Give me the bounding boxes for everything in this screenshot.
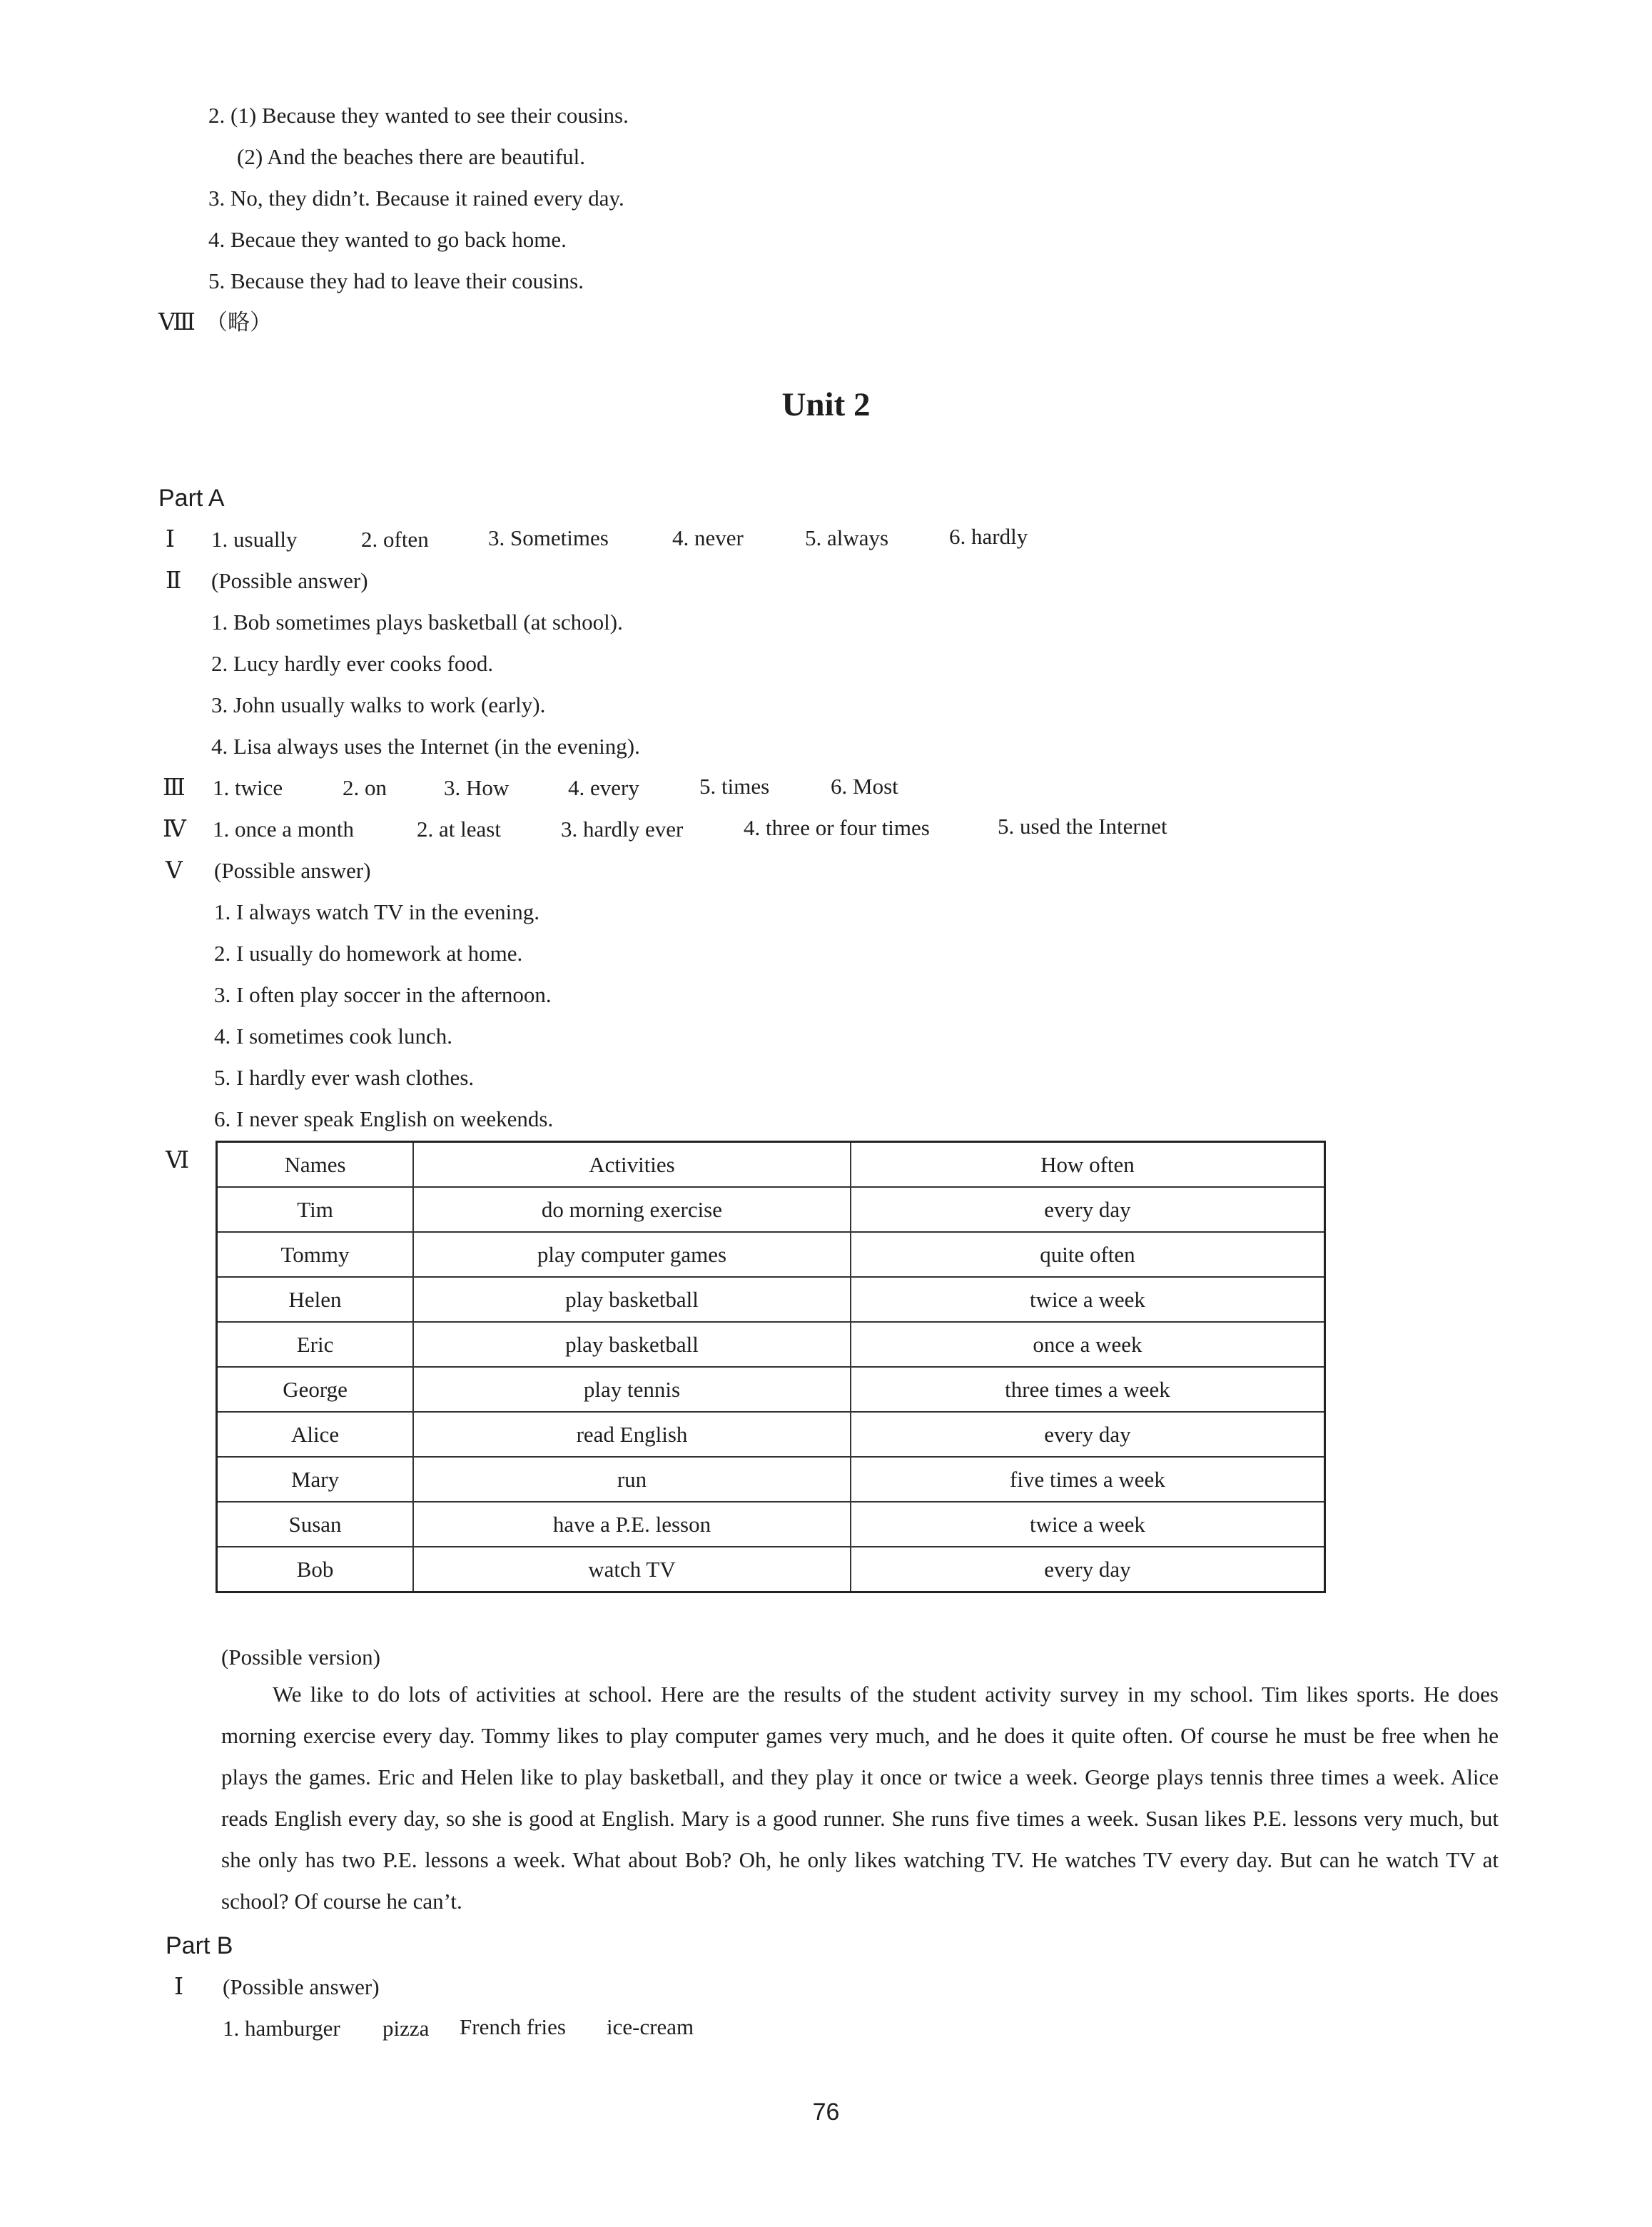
table-row: [217, 1322, 1325, 1367]
answer-item: pizza: [382, 2016, 430, 2041]
frequency-cell: quite often: [851, 1232, 1325, 1277]
name-cell: Mary: [217, 1457, 414, 1502]
section-numeral: Ⅱ: [166, 568, 182, 594]
table-row: [217, 1277, 1325, 1322]
answer-item: 3. How: [444, 775, 510, 800]
answer-item: 1. usually: [211, 527, 298, 552]
name-cell: Helen: [217, 1277, 414, 1322]
activity-cell: run: [413, 1457, 851, 1502]
answer-item: 1. once a month: [213, 817, 355, 842]
answer-item: French fries: [460, 2014, 566, 2039]
activity-cell: read English: [413, 1412, 851, 1457]
activity-cell: play basketball: [413, 1277, 851, 1322]
table-row: [217, 1187, 1325, 1232]
answer-line: 2. Lucy hardly ever cooks food.: [211, 651, 494, 676]
answer-line: 2. I usually do homework at home.: [214, 941, 523, 966]
table-row: [217, 1547, 1325, 1592]
activity-cell: play basketball: [413, 1322, 851, 1367]
answer-item: 4. never: [672, 525, 744, 550]
activity-cell: play tennis: [413, 1367, 851, 1412]
answer-item: 3. hardly ever: [561, 817, 684, 842]
answer-line: 5. Because they had to leave their cousins.: [208, 268, 584, 293]
answer-line: 4. Becaue they wanted to go back home.: [208, 227, 567, 252]
possible-answer-heading: (Possible answer): [223, 1974, 380, 1999]
table-row: [217, 1457, 1325, 1502]
table-row: [217, 1502, 1325, 1547]
answer-item: 2. on: [343, 775, 387, 800]
activity-cell: have a P.E. lesson: [413, 1502, 851, 1547]
answer-line: 3. No, they didn’t. Because it rained every day.: [208, 186, 624, 211]
answer-item: 3. Sometimes: [488, 525, 609, 550]
unit-title: Unit 2: [781, 386, 871, 423]
name-cell: Eric: [217, 1322, 414, 1367]
section-numeral: Ⅰ: [174, 1974, 184, 2000]
answer-line: (2) And the beaches there are beautiful.: [237, 144, 586, 169]
column-header: Names: [217, 1142, 414, 1188]
answer-item: 4. three or four times: [744, 815, 930, 840]
activity-survey-table: [216, 1141, 1326, 1593]
survey-summary-paragraph: [221, 1674, 1499, 1922]
answer-line: 1. Bob sometimes plays basketball (at school).: [211, 610, 623, 635]
frequency-cell: every day: [851, 1547, 1325, 1592]
activity-cell: do morning exercise: [413, 1187, 851, 1232]
section-numeral: Ⅷ: [158, 310, 196, 335]
table-header-row: [217, 1142, 1325, 1188]
name-cell: Tommy: [217, 1232, 414, 1277]
frequency-cell: twice a week: [851, 1502, 1325, 1547]
answer-item: 6. hardly: [949, 524, 1028, 549]
answer-item: 2. often: [361, 527, 429, 552]
answer-item: 4. every: [568, 775, 639, 800]
answer-item: 6. Most: [831, 774, 898, 799]
name-cell: Alice: [217, 1412, 414, 1457]
answer-item: ice-cream: [607, 2014, 694, 2039]
activity-cell: watch TV: [413, 1547, 851, 1592]
page-number: 76: [812, 2099, 840, 2126]
column-header: How often: [851, 1142, 1325, 1188]
table-row: [217, 1367, 1325, 1412]
activity-cell: play computer games: [413, 1232, 851, 1277]
answer-line: 4. I sometimes cook lunch.: [214, 1024, 453, 1049]
answer-line: 3. I often play soccer in the afternoon.: [214, 982, 552, 1007]
possible-version-heading: (Possible version): [221, 1645, 381, 1670]
answer-line: 6. I never speak English on weekends.: [214, 1106, 554, 1131]
table-row: [217, 1232, 1325, 1277]
section-numeral: Ⅵ: [166, 1148, 190, 1173]
frequency-cell: every day: [851, 1412, 1325, 1457]
answer-line: 5. I hardly ever wash clothes.: [214, 1065, 475, 1090]
table-row: [217, 1412, 1325, 1457]
answer-item: 5. times: [699, 774, 770, 799]
answer-line: 2. (1) Because they wanted to see their cousins.: [208, 103, 629, 128]
frequency-cell: every day: [851, 1187, 1325, 1232]
name-cell: Tim: [217, 1187, 414, 1232]
omitted-note: （略）: [206, 310, 272, 335]
name-cell: Bob: [217, 1547, 414, 1592]
name-cell: George: [217, 1367, 414, 1412]
section-numeral: Ⅴ: [166, 858, 183, 884]
frequency-cell: twice a week: [851, 1277, 1325, 1322]
paragraph-text: We like to do lots of activities at school. Here are the results of the student activity survey in my school. Tim likes sports. He does morning exercise every day. Tommy likes to play computer games very much, and he does it quite often. Of course he must be free when he plays the games. Eric and Helen like to play basketball, and they play it once or twice a week. George plays tennis three times a week. Alice reads English every day, so she is good at English. Mary is a good runner. She runs five times a week. Susan likes P.E. lessons very much, but she only has two P.E. lessons a week. What about Bob? Oh, he only likes watching TV. He watches TV every day. But can he watch TV at school? Of course he can’t.: [221, 1682, 1499, 1914]
answer-item: 5. always: [805, 525, 889, 550]
frequency-cell: five times a week: [851, 1457, 1325, 1502]
frequency-cell: three times a week: [851, 1367, 1325, 1412]
answer-item: 1. twice: [213, 775, 283, 800]
part-b-label: Part B: [166, 1932, 233, 1959]
answer-item: 5. used the Internet: [998, 814, 1167, 839]
possible-answer-heading: (Possible answer): [214, 858, 371, 883]
section-numeral: Ⅳ: [163, 817, 186, 842]
answer-item: 2. at least: [417, 817, 501, 842]
column-header: Activities: [413, 1142, 851, 1188]
name-cell: Susan: [217, 1502, 414, 1547]
frequency-cell: once a week: [851, 1322, 1325, 1367]
answer-line: 4. Lisa always uses the Internet (in the evening).: [211, 734, 640, 759]
answer-line: 3. John usually walks to work (early).: [211, 692, 546, 717]
answer-item: 1. hamburger: [223, 2016, 340, 2041]
part-a-label: Part A: [158, 485, 225, 512]
section-numeral: Ⅲ: [163, 775, 186, 801]
section-numeral: Ⅰ: [166, 527, 176, 552]
answer-line: 1. I always watch TV in the evening.: [214, 899, 539, 924]
possible-answer-heading: (Possible answer): [211, 568, 368, 593]
